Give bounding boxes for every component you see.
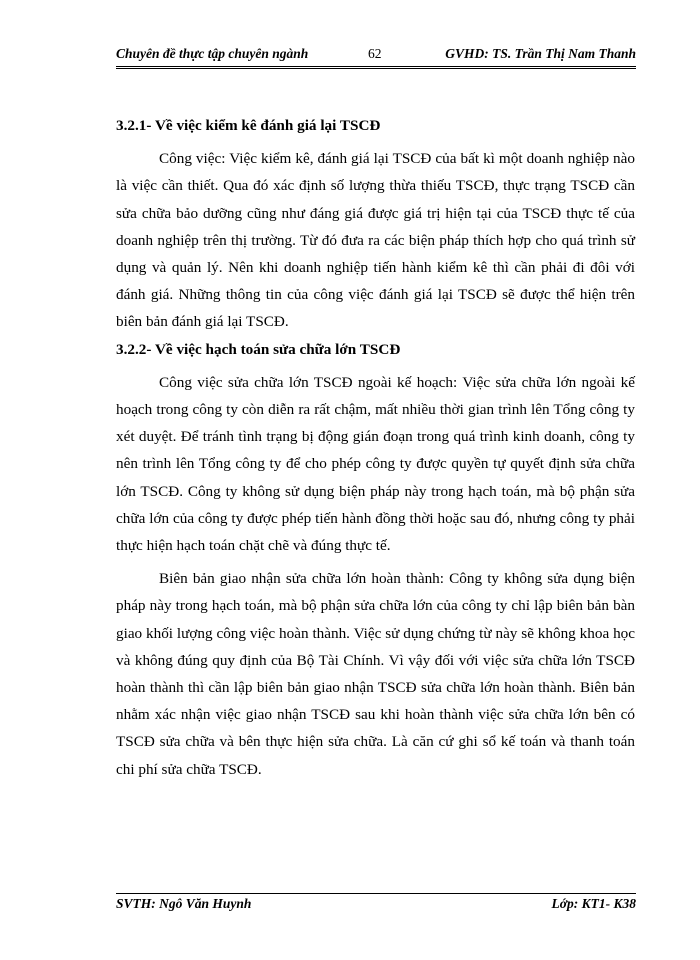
section-heading-inventory-revaluation: 3.2.1- Về việc kiểm kê đánh giá lại TSCĐ [116, 117, 381, 134]
footer-divider [116, 893, 636, 894]
footer-class-code: Lớp: KT1- K38 [551, 896, 636, 911]
footer-student-name: SVTH: Ngô Văn Huynh [116, 896, 252, 911]
section-heading-major-repair-accounting: 3.2.2- Về việc hạch toán sửa chữa lớn TSCĐ [116, 340, 401, 358]
header-divider-secondary [116, 68, 636, 69]
page-header [116, 46, 636, 66]
page-number: 62 [368, 46, 382, 61]
header-document-title: Chuyên đề thực tập chuyên ngành [116, 46, 309, 61]
header-supervisor: GVHD: TS. Trần Thị Nam Thanh [445, 46, 636, 61]
page-footer [116, 896, 636, 916]
document-body [116, 112, 635, 783]
header-divider [116, 66, 636, 67]
paragraph-unplanned-major-repair: Công việc sửa chữa lớn TSCĐ ngoài kế hoạch: Việc sửa chữa lớn ngoài kế hoạch trong công ty còn diễn ra rất chậm, mất nhiều thời gian trình lên Tổng công ty xét duyệt. Để tránh tình trạng bị động gián đoạn trong quá trình kinh doanh, công ty nên trình lên Tổng công ty để cho phép công ty được quyền tự quyết định sửa chữa lớn TSCĐ. Công ty không sử dụng biện pháp này trong hạch toán, mà bộ phận sửa chữa lớn của công ty được phép tiến hành đồng thời hoặc sau đó, nhưng công ty phải thực hiện hạch toán chặt chẽ và đúng thực tế. [116, 373, 635, 555]
paragraph-repair-handover-record: Biên bản giao nhận sửa chữa lớn hoàn thành: Công ty không sửa dụng biện pháp này trong hạch toán, mà bộ phận sửa chữa lớn của công ty chỉ lập biên bản bàn giao khối lượng công việc hoàn thành. Việc sử dụng chứng từ này sẽ không khoa học và không đúng quy định của Bộ Tài Chính. Vì vậy đối với việc sửa chữa lớn TSCĐ hoàn thành thì cần lập biên bản giao nhận TSCĐ sửa chữa lớn hoàn thành. Biên bản nhằm xác nhận việc giao nhận TSCĐ sau khi hoàn thành việc sửa chữa lớn bên có TSCĐ sửa chữa và bên thực hiện sửa chữa. Là căn cứ ghi sổ kế toán và thanh toán chi phí sửa chữa TSCĐ. [116, 570, 635, 778]
paragraph-inventory-revaluation: Công việc: Việc kiểm kê, đánh giá lại TSCĐ của bất kì một doanh nghiệp nào là việc cần thiết. Qua đó xác định số lượng thừa thiếu TSCĐ, thực trạng TSCĐ cần sửa chữa bảo dưỡng cũng như đáng giá được giá trị hiện tại của TSCĐ thực tế của doanh nghiệp trên thị trường. Từ đó đưa ra các biện pháp thích hợp cho quá trình sử dụng và quản lý. Nên khi doanh nghiệp tiến hành kiểm kê thì cần phải đi đôi với đánh giá. Những thông tin của công việc đánh giá lại TSCĐ sẽ được thể hiện trên biên bản đánh giá lại TSCĐ. [116, 150, 635, 331]
